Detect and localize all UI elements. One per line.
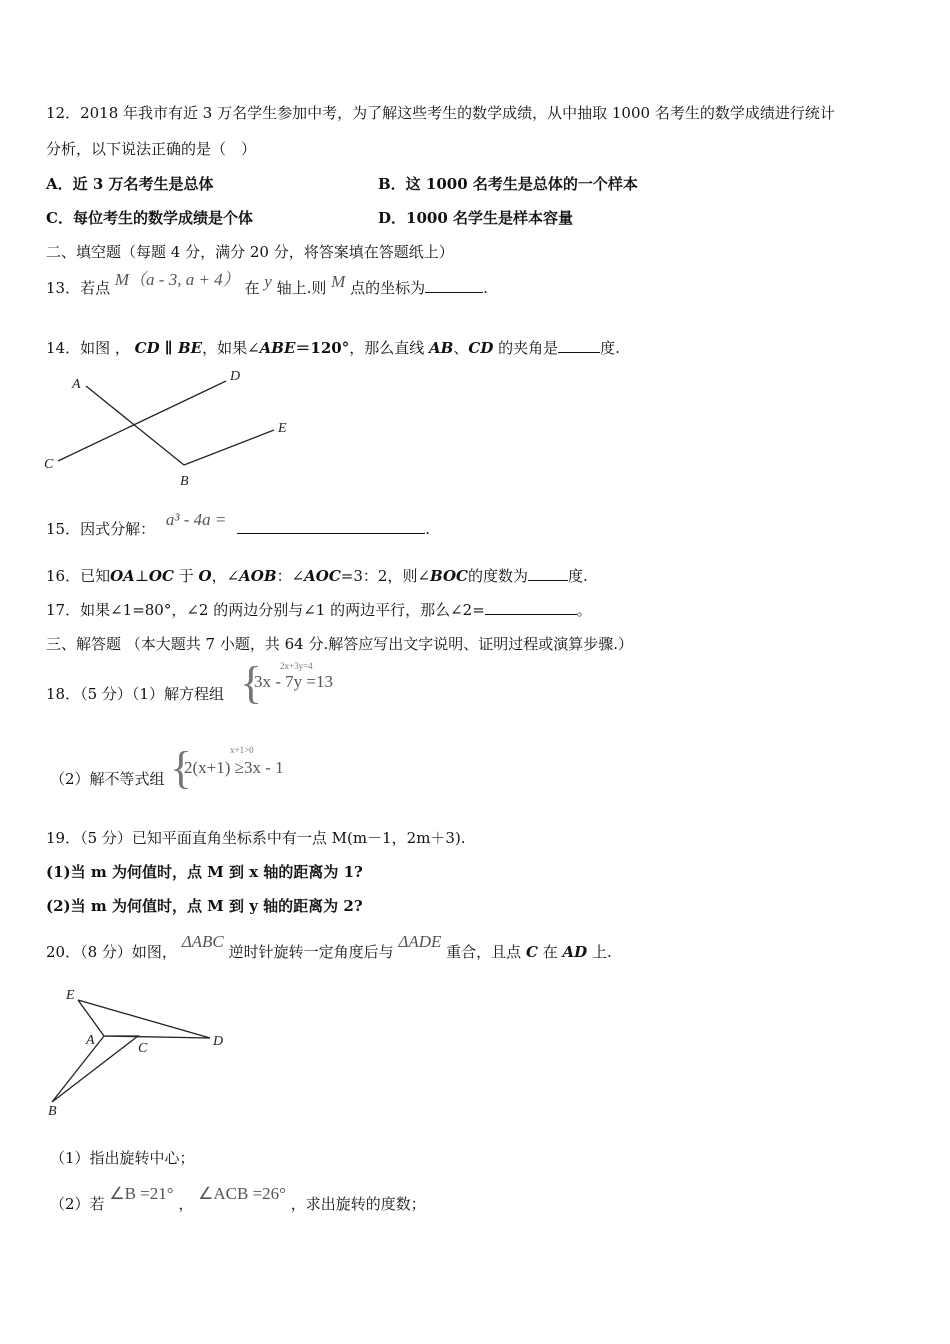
q12-option-a	[46, 174, 214, 194]
label-d: D	[230, 369, 241, 384]
q18-system2-brace: {	[170, 742, 193, 793]
q20-sub2	[50, 1184, 426, 1214]
q20-sub2-comma: ，	[178, 1195, 194, 1213]
q15-end: .	[425, 520, 430, 538]
q18-system2-bottom: 2(x+1) ≥3x - 1	[184, 758, 284, 777]
q17-answer-blank	[485, 600, 577, 615]
q20-math-abc: ΔABC	[181, 932, 224, 951]
q18-system1-top: 2x+3y=4	[280, 661, 313, 671]
q17	[46, 600, 592, 620]
q20-prefix: 20．（8 分）如图，	[46, 943, 177, 961]
q20-sub2-prefix: （2）若	[50, 1195, 105, 1213]
q20-math-ade: ΔADE	[398, 932, 442, 951]
q16-oc: OC	[148, 567, 174, 585]
q18-part1: 18．（5 分）（1）解方程组	[46, 685, 224, 703]
q13-math-y: y	[264, 272, 272, 291]
q14-suffix: 的夹角是	[498, 339, 559, 357]
q19-line1	[46, 828, 466, 848]
line-be	[184, 430, 274, 465]
q12-option-d-text: D．1000 名学生是样本容量	[378, 209, 573, 227]
q14-figure	[40, 362, 310, 492]
q16-o: O	[198, 567, 212, 585]
q16-mid2: ，∠	[211, 567, 240, 585]
q13-answer-blank	[425, 278, 483, 293]
q16-colon: ：∠	[276, 567, 305, 585]
q18-system2-top: x+1>0	[230, 745, 254, 755]
q12-option-d	[378, 208, 573, 228]
q16	[46, 566, 588, 586]
q18-system1-brace: {	[240, 657, 263, 708]
q14-mid: ，如果∠	[202, 339, 260, 357]
label-e: E	[66, 988, 75, 1003]
q19-line1-text: 19．（5 分）已知平面直角坐标系中有一点 M(m－1，2m＋3).	[46, 829, 466, 847]
label-d: D	[213, 1034, 224, 1049]
label-b: B	[180, 474, 189, 489]
q16-answer-blank	[528, 566, 568, 581]
q20-end: 上.	[591, 943, 612, 961]
q16-aob: AOB	[239, 567, 277, 585]
label-c: C	[44, 457, 54, 472]
q18-system1-bottom: 3x - 7y =13	[254, 672, 333, 691]
q16-boc: BOC	[430, 567, 468, 585]
q14-mid2: ，那么直线	[349, 339, 425, 357]
q17-text: 17．如果∠1=80°，∠2 的两边分别与∠1 的两边平行，那么∠2=	[46, 601, 485, 619]
q20-figure	[40, 984, 240, 1119]
q15-prefix: 15．因式分解：	[46, 520, 156, 538]
q20-sub2-math2: ∠ACB =26°	[198, 1184, 286, 1203]
q20-mid: 逆时针旋转一定角度后与	[228, 943, 394, 961]
q12-option-c	[46, 208, 253, 228]
q12-option-a-text: A．近 3 万名考生是总体	[46, 175, 214, 193]
q19-line2: (1)当 m 为何值时，点 M 到 x 轴的距离为 1?	[46, 863, 363, 881]
q14-prefix: 14．如图 ，	[46, 339, 130, 357]
q16-suffix: 的度数为	[468, 567, 529, 585]
q14-ab: AB	[429, 339, 454, 357]
q20	[46, 932, 612, 962]
q16-oa: OA	[110, 567, 135, 585]
triangle-abc	[52, 1036, 138, 1102]
q16-aoc: AOC	[304, 567, 341, 585]
label-a: A	[86, 1033, 95, 1048]
q20-ad: AD	[562, 943, 588, 961]
q14-cd-be: CD ∥ BE	[134, 339, 203, 357]
q14-answer-blank	[558, 338, 600, 353]
section3-heading: 三、解答题 （本大题共 7 小题，共 64 分.解答应写出文字说明、证明过程或演算步骤.）	[46, 635, 634, 653]
q13-math-point: M（a - 3, a + 4）	[114, 270, 240, 289]
label-a: A	[72, 377, 81, 392]
line-ab	[86, 386, 184, 465]
q13-math-m: M	[331, 272, 346, 291]
label-c: C	[138, 1041, 148, 1056]
q14-cd: CD	[468, 339, 494, 357]
q13-end: .	[483, 279, 488, 297]
q17-end: 。	[576, 601, 592, 619]
q19-line3: (2)当 m 为何值时，点 M 到 y 轴的距离为 2?	[46, 897, 363, 915]
q13-mid1: 在	[244, 279, 260, 297]
q14-sep: 、	[453, 339, 469, 357]
q20-sub2-math1: ∠B =21°	[109, 1184, 174, 1203]
q16-prefix: 16．已知	[46, 567, 111, 585]
q16-perp: ⊥	[134, 567, 149, 585]
q13-mid2: 轴上.则	[276, 279, 327, 297]
q18-part2: （2）解不等式组	[50, 770, 165, 788]
line-cd	[58, 381, 226, 461]
q12-line1: 12．2018 年我市有近 3 万名学生参加中考，为了解这些考生的数学成绩，从中抽取 1000 名考生的数学成绩进行统计	[46, 104, 835, 122]
q20-in: 在	[542, 943, 558, 961]
q12-line2: 分析，以下说法正确的是（ ）	[46, 140, 257, 158]
label-e: E	[278, 421, 287, 436]
q14	[46, 338, 620, 358]
q15-answer-blank	[237, 519, 425, 534]
label-b: B	[48, 1104, 57, 1119]
q13-prefix: 13．若点	[46, 279, 111, 297]
q16-end: 度.	[568, 567, 588, 585]
q20-sub1: （1）指出旋转中心；	[50, 1149, 195, 1167]
q16-mid: 于	[178, 567, 194, 585]
section2-heading: 二、填空题（每题 4 分，满分 20 分，将答案填在答题纸上）	[46, 243, 454, 261]
q16-ratio: =3：2，则∠	[340, 567, 431, 585]
q13-suffix: 点的坐标为	[350, 279, 426, 297]
q20-sub2-suffix: ，求出旋转的度数；	[290, 1195, 426, 1213]
q12-option-b-text: B．这 1000 名考生是总体的一个样本	[378, 175, 638, 193]
q20-suffix1: 重合，且点	[446, 943, 522, 961]
q14-abe: ABE	[259, 339, 296, 357]
q20-c: C	[525, 943, 538, 961]
triangle-ade	[78, 1000, 210, 1038]
q15	[46, 510, 430, 539]
q12-option-b	[378, 174, 638, 194]
q13	[46, 270, 488, 298]
q14-end: 度.	[600, 339, 620, 357]
q15-math: a³ - 4a =	[165, 510, 227, 529]
q12-option-c-text: C．每位考生的数学成绩是个体	[46, 209, 253, 227]
q14-val: ＝120°	[295, 339, 350, 357]
